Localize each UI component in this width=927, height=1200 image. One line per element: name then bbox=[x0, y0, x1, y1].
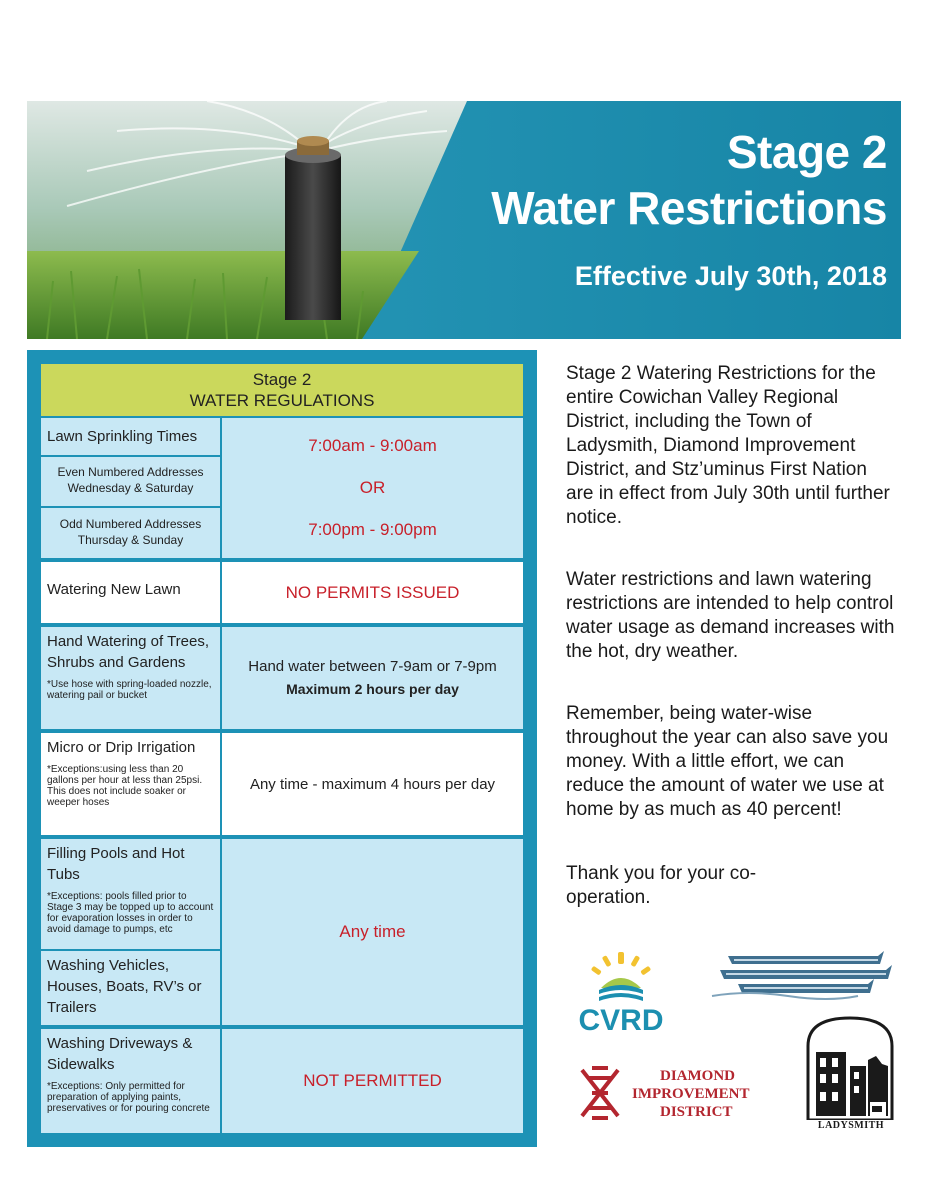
driveways-label: Washing Driveways & Sidewalks bbox=[47, 1035, 193, 1073]
driveways-note: *Exceptions: Only permitted for preparation of applying paints, preservatives or for pouring concrete bbox=[47, 1081, 210, 1114]
cvrd-sun-icon bbox=[566, 950, 676, 1006]
new-lawn-label: Watering New Lawn bbox=[47, 581, 181, 598]
odd-addresses-cell bbox=[41, 508, 220, 558]
micro-drip-label-cell bbox=[41, 733, 220, 835]
new-lawn-value-cell bbox=[222, 562, 523, 623]
even-addresses-label: Even Numbered Addresses bbox=[57, 465, 204, 479]
time-or: OR bbox=[359, 478, 386, 497]
table-header-stage: Stage 2 bbox=[252, 370, 312, 389]
cvrd-logo-text: CVRD bbox=[578, 1004, 664, 1037]
driveways-value-cell bbox=[222, 1029, 523, 1133]
micro-drip-value-cell bbox=[222, 733, 523, 835]
odd-addresses-label: Odd Numbered Addresses bbox=[59, 517, 202, 531]
lawn-sprinkling-label-cell bbox=[41, 418, 220, 455]
lawn-sprinkling-label: Lawn Sprinkling Times bbox=[47, 428, 198, 445]
even-addresses-cell bbox=[41, 457, 220, 506]
time-morning: 7:00am - 9:00am bbox=[308, 436, 437, 455]
any-time-value: Any time bbox=[339, 922, 406, 941]
vehicles-label: Washing Vehicles, Houses, Boats, RV’s or Trailers bbox=[47, 957, 202, 1016]
micro-drip-value: Any time - maximum 4 hours per day bbox=[249, 775, 496, 793]
diamond-line1: DIAMOND bbox=[660, 1068, 735, 1084]
intro-paragraph: Stage 2 Watering Restrictions for the entire Cowichan Valley Regional District, including the Town of Ladysmith, Diamond Improvement District, and Stz’uminus First Nation are in effect from July 30th until further notice. bbox=[566, 363, 890, 528]
banner-subtitle: Water Restrictions bbox=[491, 182, 887, 234]
lawn-sprinkling-times-cell bbox=[222, 418, 523, 558]
ladysmith-building-icon bbox=[806, 1016, 894, 1120]
odd-addresses-days: Thursday & Sunday bbox=[77, 533, 184, 547]
vehicles-label-cell bbox=[41, 951, 220, 1025]
hand-watering-value: Hand water between 7-9am or 7-9pm bbox=[248, 658, 497, 675]
micro-drip-label: Micro or Drip Irrigation bbox=[47, 739, 196, 756]
ladysmith-logo bbox=[806, 1016, 896, 1132]
micro-drip-note: *Exceptions:using less than 20 gallons per hour at less than 25psi. This does not include soaker or weeper hoses bbox=[47, 764, 203, 808]
purpose-paragraph: Water restrictions and lawn watering restrictions are intended to help control water usage as demand increases with the hot, dry weather. bbox=[566, 569, 895, 662]
hand-watering-note: *Use hose with spring-loaded nozzle, watering pail or bucket bbox=[47, 679, 212, 701]
pools-label: Filling Pools and Hot Tubs bbox=[47, 845, 185, 883]
not-permitted-value: NOT PERMITTED bbox=[303, 1071, 442, 1090]
effective-date: Effective July 30th, 2018 bbox=[574, 261, 887, 291]
cvrd-logo bbox=[566, 950, 676, 1040]
pools-vehicles-value-cell bbox=[222, 839, 523, 1025]
diamond-logo bbox=[576, 1064, 756, 1124]
table-header bbox=[41, 364, 523, 416]
driveways-label-cell bbox=[41, 1029, 220, 1133]
banner bbox=[27, 101, 901, 339]
pools-note: *Exceptions: pools filled prior to Stage 3 may be topped up to account for evaporation losses in order to avoid damage to pumps, etc bbox=[47, 891, 214, 935]
pools-label-cell bbox=[41, 839, 220, 949]
time-evening: 7:00pm - 9:00pm bbox=[308, 520, 437, 539]
diamond-line2: IMPROVEMENT bbox=[632, 1086, 750, 1102]
diamond-line3: DISTRICT bbox=[660, 1104, 733, 1120]
water-wise-paragraph: Remember, being water-wise throughout the year can also save you money. With a little effort, we can reduce the amount of water we use at home by as much as 40 percent! bbox=[566, 703, 889, 820]
canoes-logo bbox=[708, 950, 894, 1000]
even-addresses-days: Wednesday & Saturday bbox=[67, 481, 194, 495]
no-permits-issued: NO PERMITS ISSUED bbox=[285, 582, 460, 602]
hand-watering-label-cell bbox=[41, 627, 220, 729]
banner-title: Stage 2 bbox=[726, 126, 887, 178]
ladysmith-logo-text: LADYSMITH bbox=[817, 1120, 885, 1131]
hand-watering-label: Hand Watering of Trees, Shrubs and Gardens bbox=[47, 633, 210, 671]
regulations-table bbox=[27, 350, 537, 1147]
diamond-emblem-icon bbox=[576, 1064, 624, 1122]
new-lawn-label-cell bbox=[41, 562, 220, 623]
table-header-title: WATER REGULATIONS bbox=[189, 391, 375, 410]
thank-you-paragraph: Thank you for your co-operation. bbox=[566, 863, 757, 908]
hand-watering-value-cell bbox=[222, 627, 523, 729]
banner-text bbox=[367, 101, 887, 339]
hand-watering-max: Maximum 2 hours per day bbox=[286, 681, 459, 697]
